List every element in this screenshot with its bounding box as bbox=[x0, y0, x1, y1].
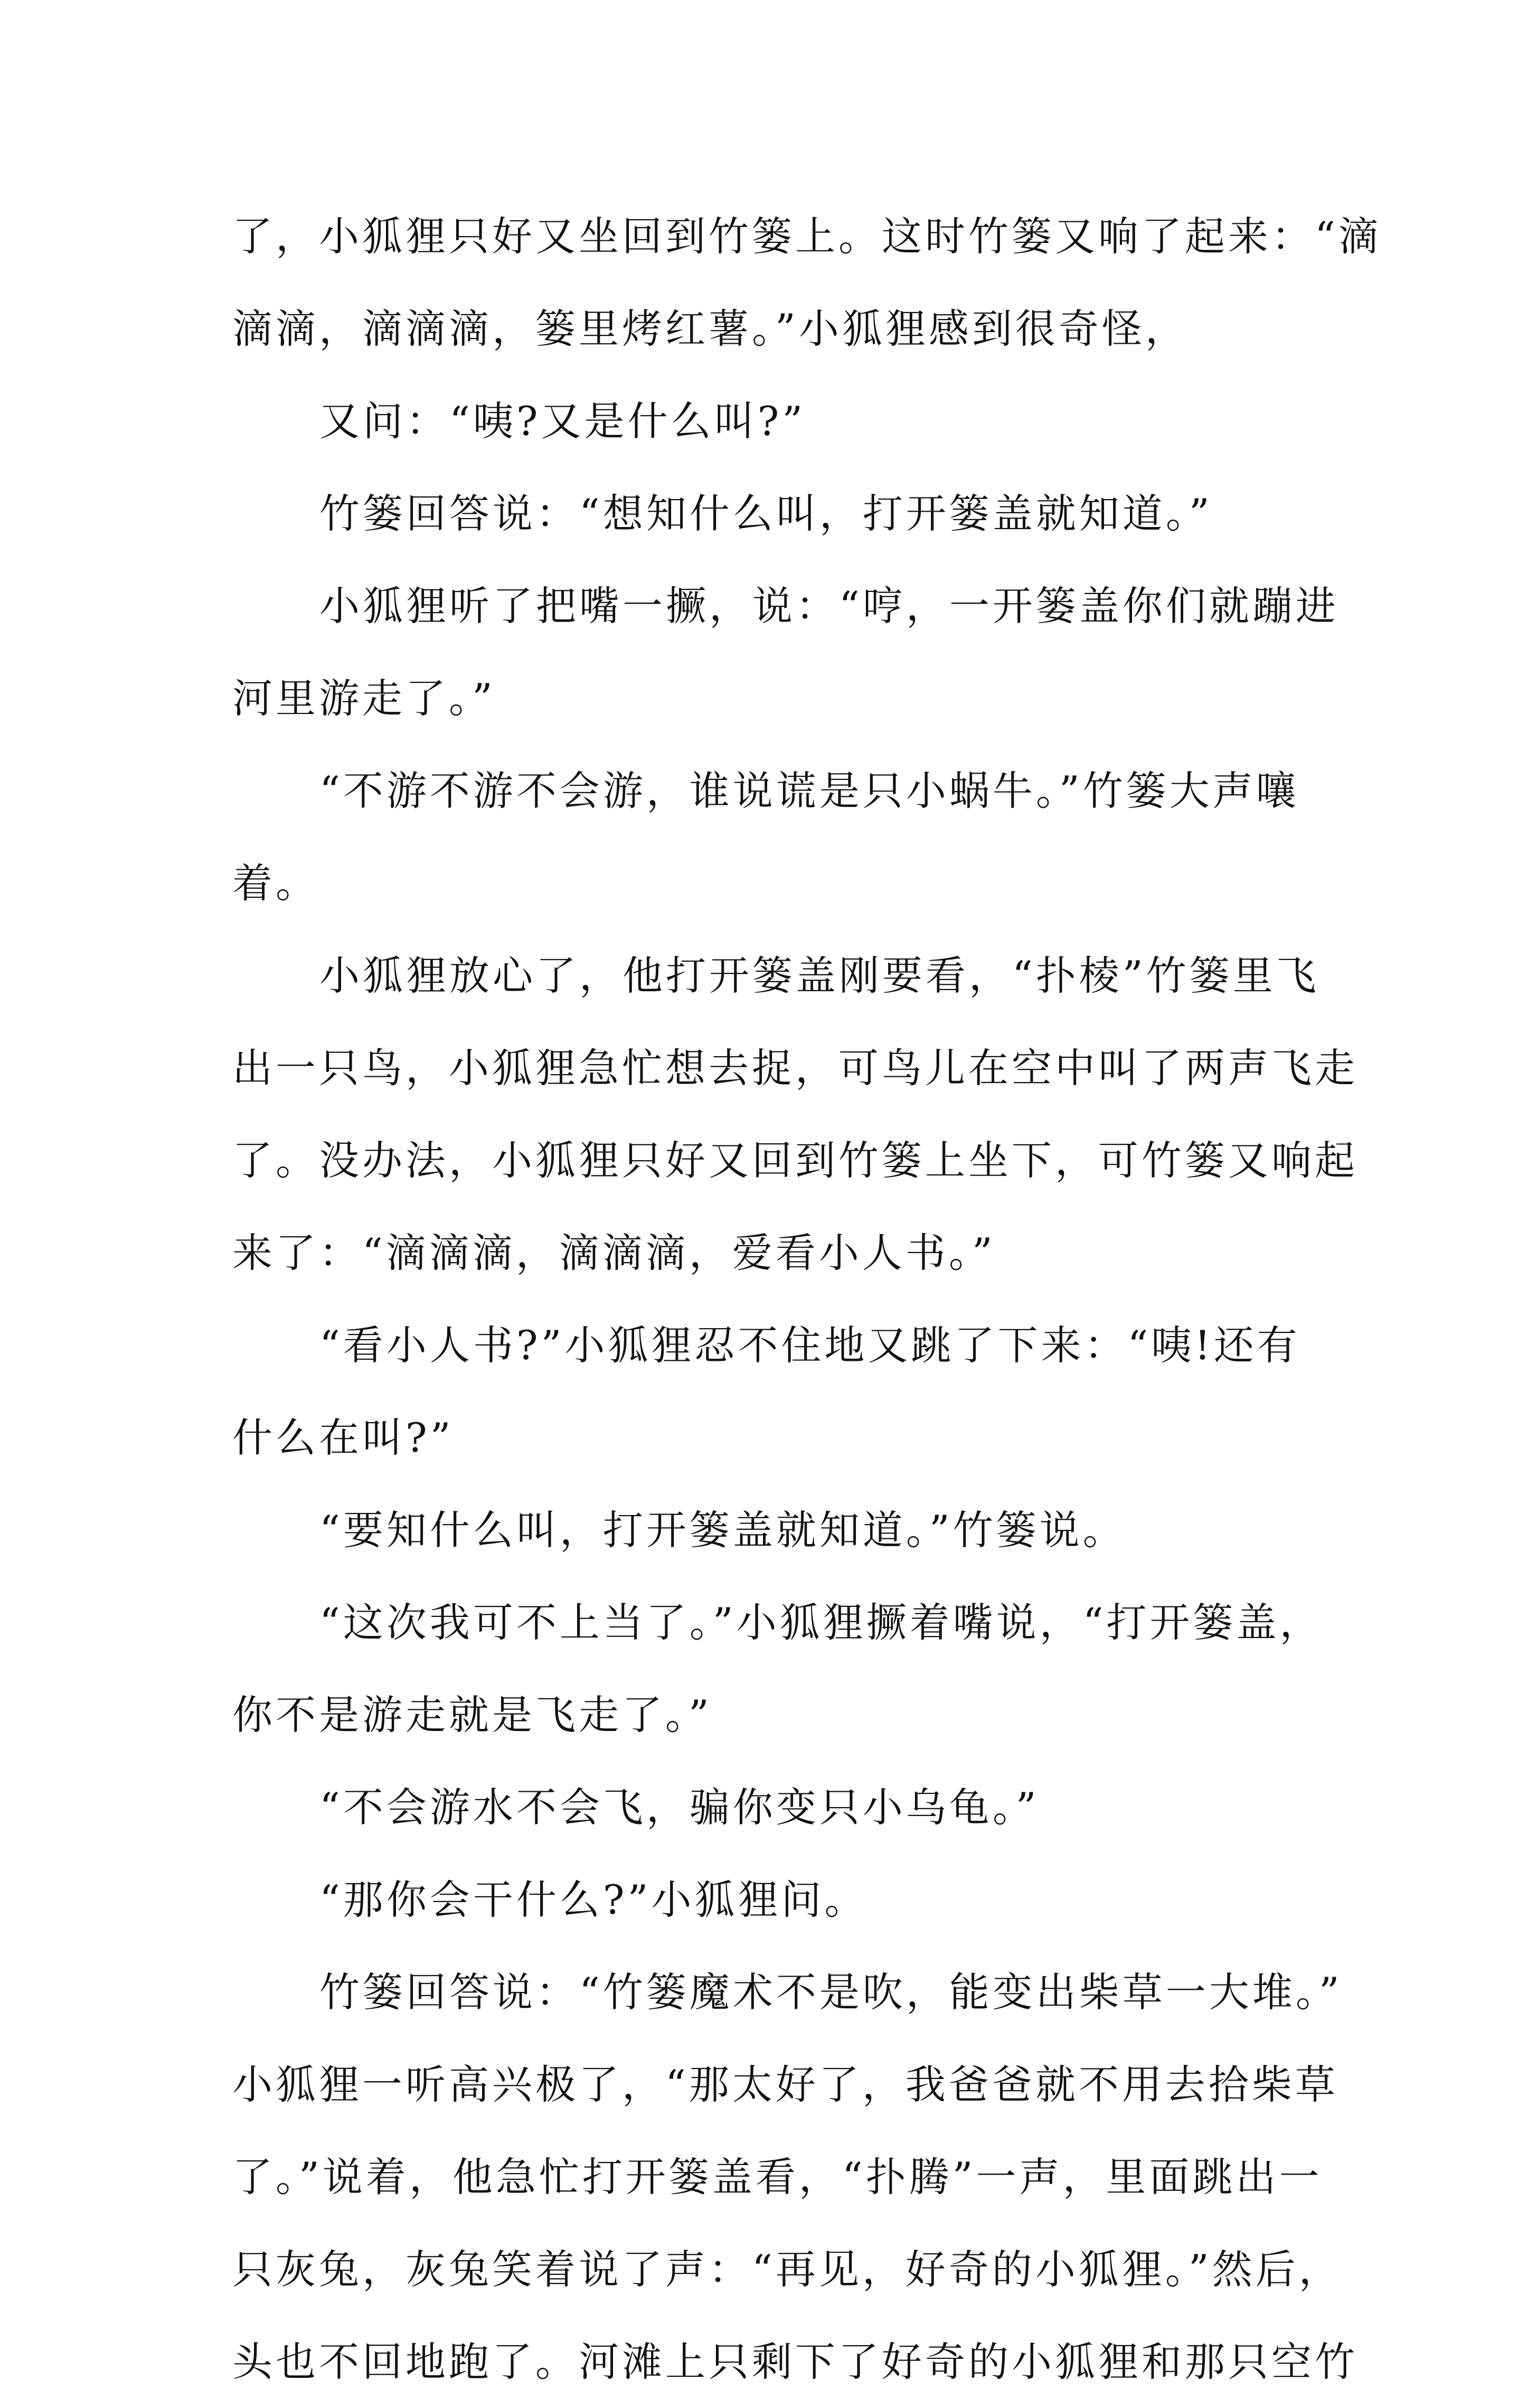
text-line: 又问：“咦?又是什么叫?” bbox=[319, 398, 806, 445]
text-line: 出一只鸟，小狐狸急忙想去捉，可鸟儿在空中叫了两声飞走 bbox=[232, 1045, 1358, 1092]
text-line: “不游不游不会游，谁说谎是只小蜗牛。”竹篓大声嚷 bbox=[319, 767, 1299, 814]
text-line: 了。没办法，小狐狸只好又回到竹篓上坐下，可竹篓又响起 bbox=[232, 1137, 1358, 1184]
text-line: 着。 bbox=[232, 860, 319, 907]
text-line: “要知什么叫，打开篓盖就知道。”竹篓说。 bbox=[319, 1507, 1126, 1554]
text-line: 小狐狸听了把嘴一撅，说：“哼，一开篓盖你们就蹦进 bbox=[319, 582, 1339, 629]
text-line: 头也不回地跑了。河滩上只剩下了好奇的小狐狸和那只空竹 bbox=[232, 2338, 1358, 2385]
text-line: 竹篓回答说：“竹篓魔术不是吹，能变出柴草一大堆。” bbox=[319, 1969, 1343, 2016]
text-line: “那你会干什么?”小狐狸问。 bbox=[319, 1876, 868, 1923]
text-line: 小狐狸一听高兴极了，“那太好了，我爸爸就不用去拾柴草 bbox=[232, 2061, 1338, 2108]
text-line: 只灰兔，灰兔笑着说了声：“再见，好奇的小狐狸。”然后， bbox=[232, 2246, 1342, 2293]
text-line: 小狐狸放心了，他打开篓盖刚要看，“扑棱”竹篓里飞 bbox=[319, 952, 1319, 999]
text-line: 你不是游走就是飞走了。” bbox=[232, 1691, 712, 1738]
text-line: “不会游水不会飞，骗你变只小乌龟。” bbox=[319, 1784, 1040, 1831]
text-line: 竹篓回答说：“想知什么叫，打开篓盖就知道。” bbox=[319, 490, 1213, 537]
story-text bbox=[232, 190, 1382, 2408]
text-line: 了，小狐狸只好又坐回到竹篓上。这时竹篓又响了起来：“滴 bbox=[232, 213, 1382, 260]
text-line: 来了：“滴滴滴，滴滴滴，爱看小人书。” bbox=[232, 1229, 996, 1276]
text-line: 滴滴，滴滴滴，篓里烤红薯。”小狐狸感到很奇怪， bbox=[232, 305, 1189, 352]
text-line: “看小人书?”小狐狸忍不住地又跳了下来：“咦!还有 bbox=[319, 1322, 1300, 1369]
text-line: 了。”说着，他急忙打开篓盖看，“扑腾”一声，里面跳出一 bbox=[232, 2153, 1323, 2200]
text-line: 什么在叫?” bbox=[232, 1414, 454, 1461]
text-line: “这次我可不上当了。”小狐狸撅着嘴说，“打开篓盖， bbox=[319, 1599, 1323, 1646]
text-line: 河里游走了。” bbox=[232, 675, 496, 722]
